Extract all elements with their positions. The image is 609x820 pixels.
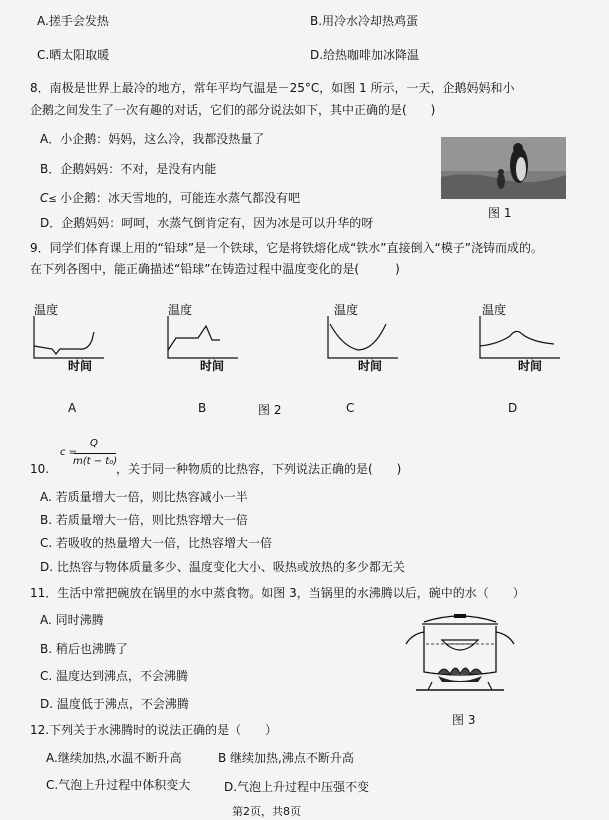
graph-b-xlabel: 时间: [200, 359, 225, 372]
graph-label-d: D: [508, 401, 518, 415]
q8-option-a: A．小企鹅：妈妈，这么冷，我都没热量了: [40, 132, 265, 146]
graph-a-xlabel: 时间: [68, 359, 93, 372]
graph-label-b: B: [198, 401, 207, 415]
q12-option-a: A.继续加热,水温不断升高: [46, 751, 182, 765]
q10-option-a: A. 若质量增大一倍，则比热容减小一半: [40, 490, 248, 504]
q7-option-b: B.用冷水冷却热鸡蛋: [310, 14, 419, 28]
q11-option-b: B. 稍后也沸腾了: [40, 642, 128, 656]
graph-label-a: A: [68, 401, 77, 415]
figure-3-caption: 图 3: [452, 713, 476, 727]
q10-stem: ，关于同一种物质的比热容，下列说法正确的是( ): [116, 462, 402, 476]
q9-stem-line2: 在下列各图中，能正确描述“铅球”在铸造过程中温度变化的是( ): [30, 262, 400, 276]
graph-d-ylabel: 温度: [482, 303, 507, 317]
q10-option-c: C. 若吸收的热量增大一倍，比热容增大一倍: [40, 536, 273, 550]
formula-numerator: Q: [90, 438, 98, 449]
q11-option-d: D. 温度低于沸点，不会沸腾: [40, 697, 189, 711]
graph-a: [28, 302, 108, 372]
graph-c-ylabel: 温度: [334, 303, 359, 317]
formula-lhs: c =: [60, 447, 78, 458]
formula-denominator: m(t − t₀): [73, 456, 118, 467]
graph-c-curve: [330, 324, 386, 350]
q7-option-a: A.搓手会发热: [37, 14, 109, 28]
q12-stem: 12.下列关于水沸腾时的说法正确的是（ ）: [30, 723, 278, 737]
q8-stem-line1: 8．南极是世界上最冷的地方，常年平均气温是－25°C，如图 1 所示，一天，企鹅妈妈和小: [30, 81, 515, 95]
figure-3-steaming-pot: [398, 606, 522, 702]
figure-1-penguin-photo: [441, 137, 566, 199]
q7-option-d: D.给热咖啡加冰降温: [310, 48, 420, 62]
q8-option-d: D．企鹅妈妈：呵呵，水蒸气倒肯定有，因为冰是可以升华的呀: [40, 216, 374, 230]
graph-b: [162, 302, 242, 372]
graph-label-c: C: [346, 401, 355, 415]
graph-b-curve: [168, 326, 220, 350]
q7-option-c: C.晒太阳取暖: [37, 48, 110, 62]
graph-c-xlabel: 时间: [358, 359, 383, 372]
figure-2-caption: 图 2: [258, 403, 282, 417]
figure-1-caption: 图 1: [488, 206, 512, 220]
q10-option-b: B. 若质量增大一倍，则比热容增大一倍: [40, 513, 248, 527]
graph-a-curve: [34, 332, 94, 354]
q9-stem-line1: 9．同学们体育课上用的“铅球”是一个铁球，它是将铁熔化成“铁水”直接倒入“模子”浇铸而成的。: [30, 241, 543, 255]
q10-number: 10.: [30, 462, 50, 476]
q8-option-c-mark: C: [40, 191, 49, 205]
graph-d-xlabel: 时间: [518, 359, 543, 372]
graph-b-ylabel: 温度: [168, 303, 193, 317]
page-footer: 第2页，共8页: [232, 805, 301, 818]
q8-stem-line2: 企鹅之间发生了一次有趣的对话，它们的部分说法如下，其中正确的是( ): [30, 103, 436, 117]
q8-option-c-text: 小企鹅：冰天雪地的，可能连水蒸气都没有吧: [59, 191, 300, 205]
graph-c: [322, 302, 402, 372]
q12-option-c: C.气泡上升过程中体积变大: [46, 778, 191, 792]
q10-option-d: D. 比热容与物体质量多少、温度变化大小、吸热或放热的多少都无关: [40, 560, 405, 574]
q8-option-c: C≤ 小企鹅：冰天雪地的，可能连水蒸气都没有吧: [40, 191, 300, 205]
q11-stem: 11．生活中常把碗放在锅里的水中蒸食物。如图 3，当锅里的水沸腾以后，碗中的水（ ）: [30, 586, 525, 600]
q11-option-a: A. 同时沸腾: [40, 613, 104, 627]
q12-option-d: D.气泡上升过程中压强不变: [224, 780, 370, 794]
graph-d: [474, 302, 564, 372]
graph-a-ylabel: 温度: [34, 303, 59, 317]
graph-d-curve: [480, 331, 554, 346]
q11-option-c: C. 温度达到沸点，不会沸腾: [40, 669, 189, 683]
q12-option-b: B 继续加热,沸点不断升高: [218, 751, 354, 765]
q8-option-b: B．企鹅妈妈：不对，是没有内能: [40, 162, 217, 176]
